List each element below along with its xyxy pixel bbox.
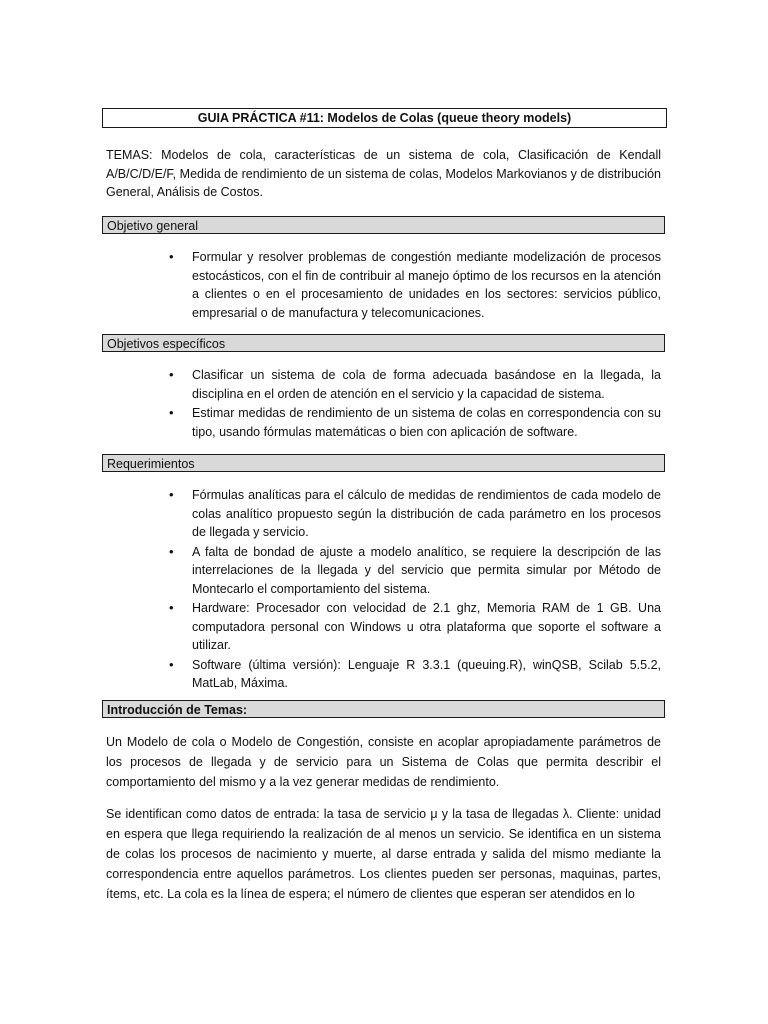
objetivo-general-list <box>165 248 661 323</box>
section-heading-objetivos-especificos: Objetivos específicos <box>102 334 665 352</box>
section-heading-introduccion: Introducción de Temas: <box>102 700 665 718</box>
requerimientos-list <box>165 486 661 694</box>
bullet-icon: • <box>169 543 174 559</box>
bullet-icon: • <box>169 487 174 502</box>
objetivos-especificos-list <box>165 366 661 442</box>
bullet-icon: • <box>169 405 174 420</box>
bullet-icon: • <box>169 367 174 382</box>
document-title: GUIA PRÁCTICA #11: Modelos de Colas (queue theory models) <box>102 108 667 128</box>
list-item: • Formular y resolver problemas de congestión mediante modelización de procesos estocásticos, con el fin de contribuir al manejo óptimo de los recursos en la atención a clientes o en el procesamiento de unidades en los sectores: servicios público, empresarial o de manufactura y telecomunicaciones. <box>169 249 661 320</box>
list-item: • A falta de bondad de ajuste a modelo analítico, se requiere la descripción de las interrelaciones de la llegada y del servicio que permita simular por Método de Montecarlo el comportamiento del sistema. <box>169 543 661 596</box>
section-heading-requerimientos: Requerimientos <box>102 454 665 472</box>
list-item: • Software (última versión): Lenguaje R 3.3.1 (queuing.R), winQSB, Scilab 5.5.2, MatLab, Máxima. <box>169 656 661 690</box>
list-item: • Clasificar un sistema de cola de forma adecuada basándose en la llegada, la disciplina en el orden de atención en el servicio y la capacidad de sistema. <box>169 367 661 401</box>
bullet-icon: • <box>169 249 174 264</box>
bullet-icon: • <box>169 656 174 672</box>
temas-paragraph: TEMAS: Modelos de cola, características de un sistema de cola, Clasificación de Kendall A/B/C/D/E/F, Medida de rendimiento de un sistema de colas, Modelos Markovianos y de distribución General, Análisis de Costos. <box>106 148 661 199</box>
list-item: • Hardware: Procesador con velocidad de 2.1 ghz, Memoria RAM de 1 GB. Una computadora personal con Windows u otra plataforma que soporte el software a utilizar. <box>169 600 661 652</box>
list-item: • Fórmulas analíticas para el cálculo de medidas de rendimientos de cada modelo de colas analítico propuesto según la distribución de cada parámetro en los procesos de llegada y servicio. <box>169 487 661 539</box>
section-heading-objetivo-general: Objetivo general <box>102 216 665 234</box>
intro-paragraph-2: Se identifican como datos de entrada: la tasa de servicio μ y la tasa de llegadas λ. Cliente: unidad en espera que llega requiriendo la realización de al menos un servicio. Se identifica en un sistema de colas los procesos de nacimiento y muerte, al darse entrada y salida del mismo mediante la correspondencia entre aquellos parámetros. Los clientes pueden ser personas, maquinas, partes, ítems, etc. La cola es la línea de espera; el número de clientes que esperan ser atendidos en lo <box>106 807 661 901</box>
bullet-icon: • <box>169 600 174 615</box>
intro-paragraph-1: Un Modelo de cola o Modelo de Congestión, consiste en acoplar apropiadamente parámetros de los procesos de llegada y de servicio para un Sistema de Colas que permita describir el comportamiento del mismo y a la vez generar medidas de rendimiento. <box>106 735 661 789</box>
list-item: • Estimar medidas de rendimiento de un sistema de colas en correspondencia con su tipo, usando fórmulas matemáticas o bien con aplicación de software. <box>169 405 661 439</box>
